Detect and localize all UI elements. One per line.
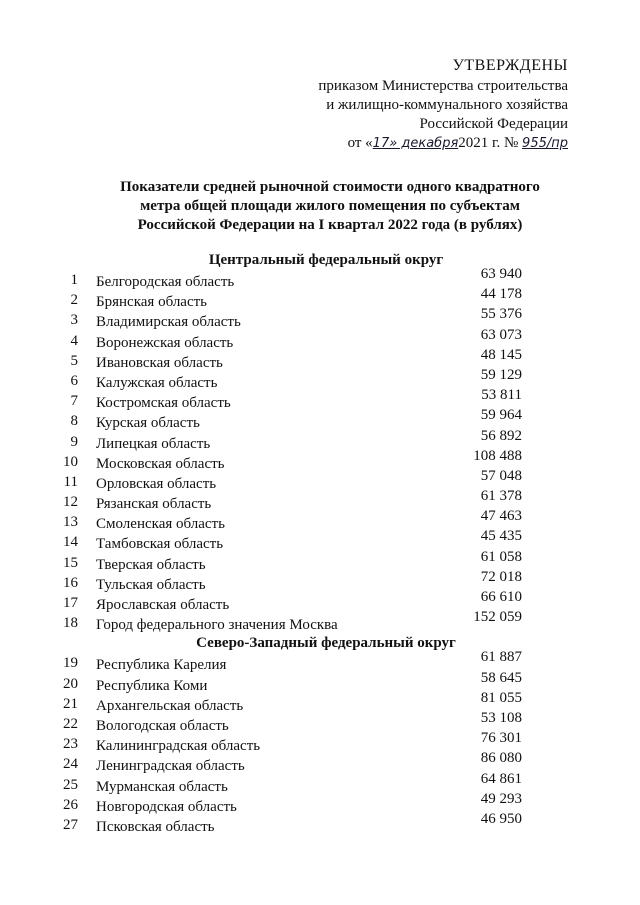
district-header: Северо-Западный федеральный округ [196, 635, 456, 652]
price-value: 44 178 [480, 286, 522, 303]
row-number: 23 [63, 736, 78, 753]
row-number: 14 [63, 534, 78, 551]
price-value: 63 073 [480, 326, 522, 343]
row-number: 19 [63, 655, 78, 672]
region-name: Архангельская область [96, 697, 244, 714]
price-value: 53 108 [480, 709, 522, 726]
price-value: 76 301 [480, 730, 522, 747]
region-name: Тверская область [96, 556, 206, 573]
price-value: 45 435 [480, 528, 522, 545]
table-row [56, 609, 556, 634]
row-number: 5 [70, 352, 78, 369]
region-name: Липецкая область [96, 435, 211, 452]
price-value: 72 018 [480, 568, 522, 585]
price-value: 59 129 [480, 366, 522, 383]
region-name: Калужская область [96, 374, 218, 391]
row-number: 11 [63, 473, 78, 490]
region-name: Псковская область [96, 818, 215, 835]
price-value: 108 488 [473, 447, 522, 464]
row-number: 25 [63, 776, 78, 793]
region-name: Белгородская область [96, 274, 235, 290]
region-name: Московская область [96, 455, 225, 472]
row-number: 15 [63, 554, 78, 571]
region-name: Владимирская область [96, 314, 241, 331]
price-value: 57 048 [480, 467, 522, 484]
row-number: 13 [63, 514, 78, 531]
region-name: Ивановская область [96, 354, 223, 371]
document-title-line: метра общей площади жилого помещения по субъектам [140, 198, 520, 214]
row-number: 22 [63, 715, 78, 732]
row-number: 9 [70, 433, 78, 450]
region-name: Рязанская область [96, 496, 212, 513]
region-name: Калининградская область [96, 738, 261, 755]
region-name: Смоленская область [96, 516, 225, 533]
row-number: 26 [63, 796, 78, 813]
row-number: 12 [63, 494, 78, 511]
row-number: 8 [70, 413, 78, 430]
price-value: 66 610 [480, 589, 522, 605]
price-value: 46 950 [480, 810, 522, 827]
approval-title: УТВЕРЖДЕНЫ [452, 57, 568, 74]
row-number: 3 [70, 312, 78, 329]
region-name: Костромская область [96, 395, 231, 412]
price-value: 47 463 [480, 508, 522, 525]
region-name: Тульская область [96, 576, 206, 593]
region-name: Республика Карелия [96, 657, 227, 674]
row-number: 6 [70, 372, 78, 389]
approval-line: и жилищно-коммунального хозяйства [326, 97, 568, 113]
approval-date-line [300, 134, 568, 153]
row-number: 17 [63, 595, 78, 611]
price-value: 49 293 [480, 790, 522, 807]
approval-line: Российской Федерации [419, 116, 568, 132]
date-year: 2021 г. № [458, 135, 519, 151]
region-name: Брянская область [96, 294, 208, 311]
price-value: 86 080 [480, 750, 522, 767]
region-name: Воронежская область [96, 334, 234, 351]
region-name: Тамбовская область [96, 536, 224, 553]
document-title [80, 178, 580, 235]
price-value: 53 811 [481, 387, 522, 404]
price-value: 81 055 [480, 689, 522, 706]
row-number: 4 [70, 332, 78, 349]
price-table [56, 250, 556, 835]
district-header: Центральный федеральный округ [208, 252, 444, 268]
region-name: Ленинградская область [96, 758, 245, 775]
price-value: 61 887 [480, 649, 522, 666]
approval-line: приказом Министерства строительства [318, 78, 568, 94]
row-number: 16 [63, 574, 78, 591]
price-value: 61 378 [480, 488, 522, 505]
handwritten-order-number: 955/пр [522, 136, 568, 151]
price-value: 48 145 [480, 346, 522, 363]
row-number: 18 [63, 615, 78, 632]
region-name: Курская область [96, 415, 200, 432]
price-value: 152 059 [473, 609, 522, 626]
region-name: Республика Коми [96, 677, 208, 694]
region-name: Новгородская область [96, 798, 237, 815]
row-number: 20 [63, 675, 78, 692]
table-row [56, 810, 556, 835]
price-value: 59 964 [480, 407, 522, 424]
handwritten-date: 17» декабря [372, 136, 459, 151]
region-name: Вологодская область [96, 717, 229, 734]
row-number: 21 [63, 695, 78, 712]
row-number: 24 [63, 756, 78, 773]
document-title-line: Показатели средней рыночной стоимости одного квадратного [120, 179, 540, 195]
date-prefix: от « [347, 135, 373, 151]
approval-block [300, 56, 568, 153]
price-value: 56 892 [480, 427, 522, 444]
price-value: 63 940 [480, 266, 522, 282]
price-value: 64 861 [480, 770, 522, 787]
price-value: 55 376 [480, 306, 522, 323]
region-name: Ярославская область [96, 597, 230, 613]
row-number: 1 [70, 272, 78, 288]
document-title-line: Российской Федерации на I квартал 2022 года (в рублях) [137, 217, 523, 233]
row-number: 27 [63, 816, 78, 833]
region-name: Город федерального значения Москва [96, 617, 338, 634]
price-value: 61 058 [480, 548, 522, 565]
price-value: 58 645 [480, 669, 522, 686]
row-number: 7 [70, 393, 78, 410]
region-name: Мурманская область [96, 778, 228, 795]
row-number: 10 [63, 453, 78, 470]
region-name: Орловская область [96, 475, 217, 492]
row-number: 2 [70, 292, 78, 309]
